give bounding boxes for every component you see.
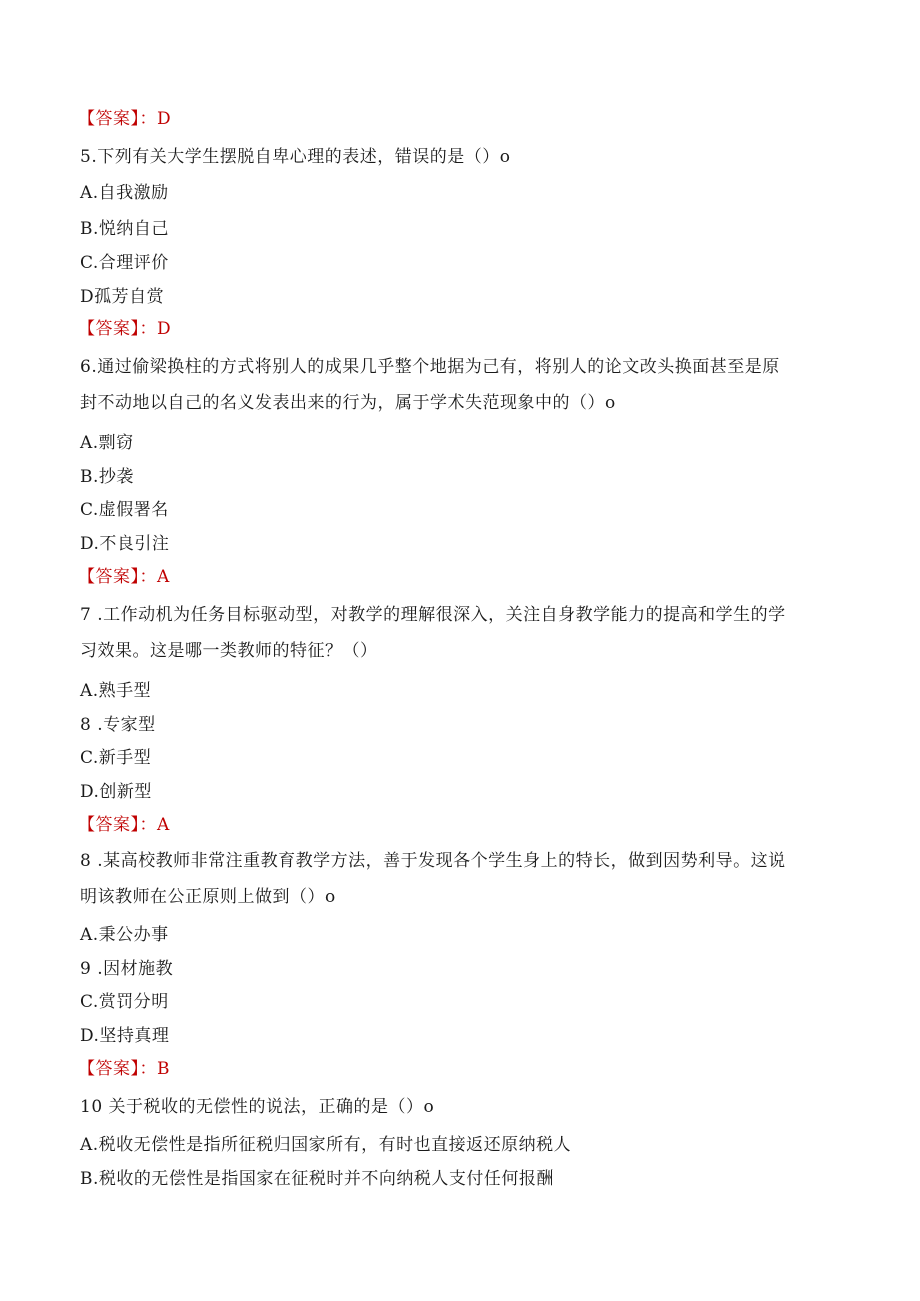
question-7-option-a: A.熟手型 (80, 681, 152, 701)
answer-label: 【答案】： (78, 109, 157, 129)
answer-value: A (157, 815, 170, 835)
question-6-line-2: 封不动地以自己的名义发表出来的行为，属于学术失范现象中的（）o (80, 393, 616, 413)
question-8-option-b: 9 .因材施教 (80, 959, 174, 979)
question-5-option-c: C.合理评价 (80, 253, 169, 273)
question-7-option-b: 8 .专家型 (80, 715, 156, 735)
question-5-option-d: D孤芳自赏 (80, 287, 165, 307)
question-7-option-d: D.创新型 (80, 782, 152, 802)
question-8-line-1: 8 .某高校教师非常注重教育教学方法，善于发现各个学生身上的特长，做到因势利导。这说 (80, 851, 786, 871)
answer-label: 【答案】： (78, 1059, 157, 1079)
question-10-option-a: A.税收无偿性是指所征税归国家所有，有时也直接返还原纳税人 (80, 1135, 572, 1155)
question-5-line-1: 5.下列有关大学生摆脱自卑心理的表述，错误的是（）o (80, 147, 511, 167)
question-10-line-1: 10 关于税收的无偿性的说法，正确的是（）o (80, 1097, 435, 1117)
answer-label: 【答案】： (78, 567, 157, 587)
question-6-line-1: 6.通过偷梁换柱的方式将别人的成果几乎整个地据为己有，将别人的论文改头换面甚至是原 (80, 357, 780, 377)
question-6-option-c: C.虚假署名 (80, 500, 169, 520)
question-7-line-2: 习效果。这是哪一类教师的特征？（） (80, 641, 378, 661)
answer-value: A (157, 567, 170, 587)
answer-line (78, 566, 170, 588)
question-5-option-b: B.悦纳自己 (80, 219, 169, 239)
question-6-option-b: B.抄袭 (80, 467, 134, 487)
answer-line (78, 318, 171, 340)
question-8-option-a: A.秉公办事 (80, 925, 169, 945)
answer-value: B (157, 1059, 170, 1079)
answer-value: D (157, 109, 172, 129)
answer-line (78, 814, 170, 836)
answer-label: 【答案】： (78, 319, 157, 339)
question-7-option-c: C.新手型 (80, 748, 152, 768)
question-8-line-2: 明该教师在公正原则上做到（）o (80, 887, 336, 907)
question-6-option-d: D.不良引注 (80, 534, 170, 554)
answer-label: 【答案】： (78, 815, 157, 835)
question-6-option-a: A.剽窃 (80, 433, 134, 453)
question-5-option-a: A.自我激励 (80, 183, 169, 203)
question-8-option-d: D.坚持真理 (80, 1026, 170, 1046)
answer-line (78, 108, 171, 130)
question-7-line-1: 7 .工作动机为任务目标驱动型，对教学的理解很深入，关注自身教学能力的提高和学生的学 (80, 605, 786, 625)
question-10-option-b: B.税收的无偿性是指国家在征税时并不向纳税人支付任何报酬 (80, 1169, 554, 1189)
answer-value: D (157, 319, 172, 339)
answer-line (78, 1058, 170, 1080)
question-8-option-c: C.赏罚分明 (80, 992, 169, 1012)
